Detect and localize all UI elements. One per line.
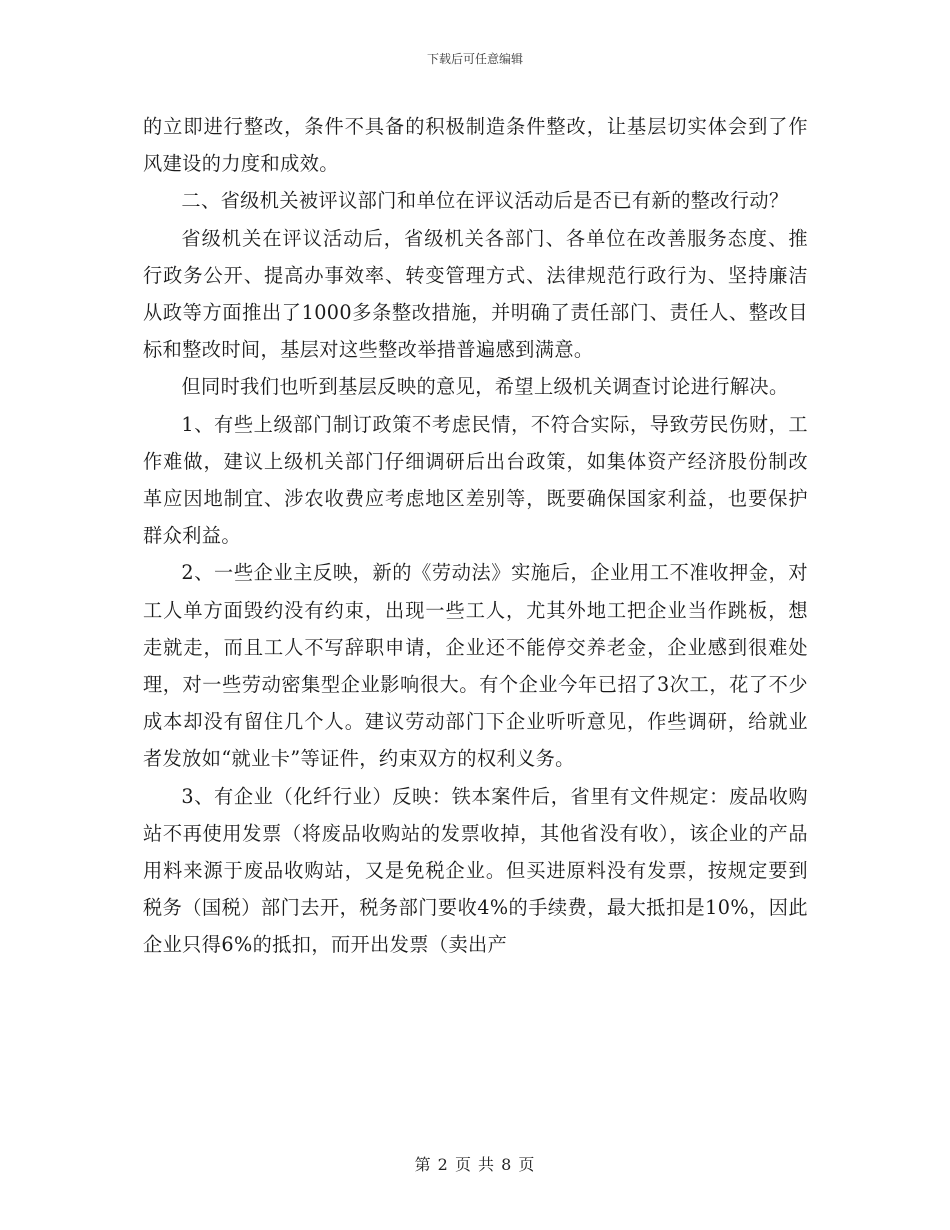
page-footer: 第 2 页 共 8 页 (414, 1155, 536, 1174)
page-header: 下载后可任意编辑 (426, 52, 523, 66)
paragraph-2: 二、省级机关被评议部门和单位在评议活动后是否已有新的整改行动？ (181, 189, 789, 213)
document-body (143, 108, 808, 964)
paragraph-4: 但同时我们也听到基层反映的意见，希望上级机关调查讨论进行解决。 (181, 375, 789, 399)
paragraph-5: 1、有些上级部门制订政策不考虑民情，不符合实际，导致劳民伤财，工作难做，建议上级机关部门仔细调研后出台政策，如集体资产经济股份制改革应因地制宜、涉农收费应考虑地区差别等，既要确保国家利益，也要保护群众利益。 (143, 412, 808, 548)
paragraph-6: 2、一些企业主反映，新的《劳动法》实施后，企业用工不准收押金，对工人单方面毁约没有约束，出现一些工人，尤其外地工把企业当作跳板，想走就走，而且工人不写辞职申请，企业还不能停交养老金，企业感到很难处理，对一些劳动密集型企业影响很大。有个企业今年已招了3次工，花了不少成本却没有留住几个人。建议劳动部门下企业听听意见，作些调研，给就业者发放如“就业卡”等证件，约束双方的权利义务。 (143, 561, 808, 771)
paragraph-1: 的立即进行整改，条件不具备的积极制造条件整改，让基层切实体会到了作风建设的力度和成效。 (143, 115, 808, 176)
paragraph-3: 省级机关在评议活动后，省级机关各部门、各单位在改善服务态度、推行政务公开、提高办事效率、转变管理方式、法律规范行政行为、坚持廉洁从政等方面推出了1000多条整改措施，并明确了责任部门、责任人、整改目标和整改时间，基层对这些整改举措普遍感到满意。 (143, 226, 808, 362)
paragraph-7: 3、有企业（化纤行业）反映：铁本案件后，省里有文件规定：废品收购站不再使用发票（将废品收购站的发票收掉，其他省没有收），该企业的产品用料来源于废品收购站，又是免税企业。但买进原料没有发票，按规定要到税务（国税）部门去开，税务部门要收4%的手续费，最大抵扣是10%，因此企业只得6%的抵扣，而开出发票（卖出产 (143, 784, 808, 957)
